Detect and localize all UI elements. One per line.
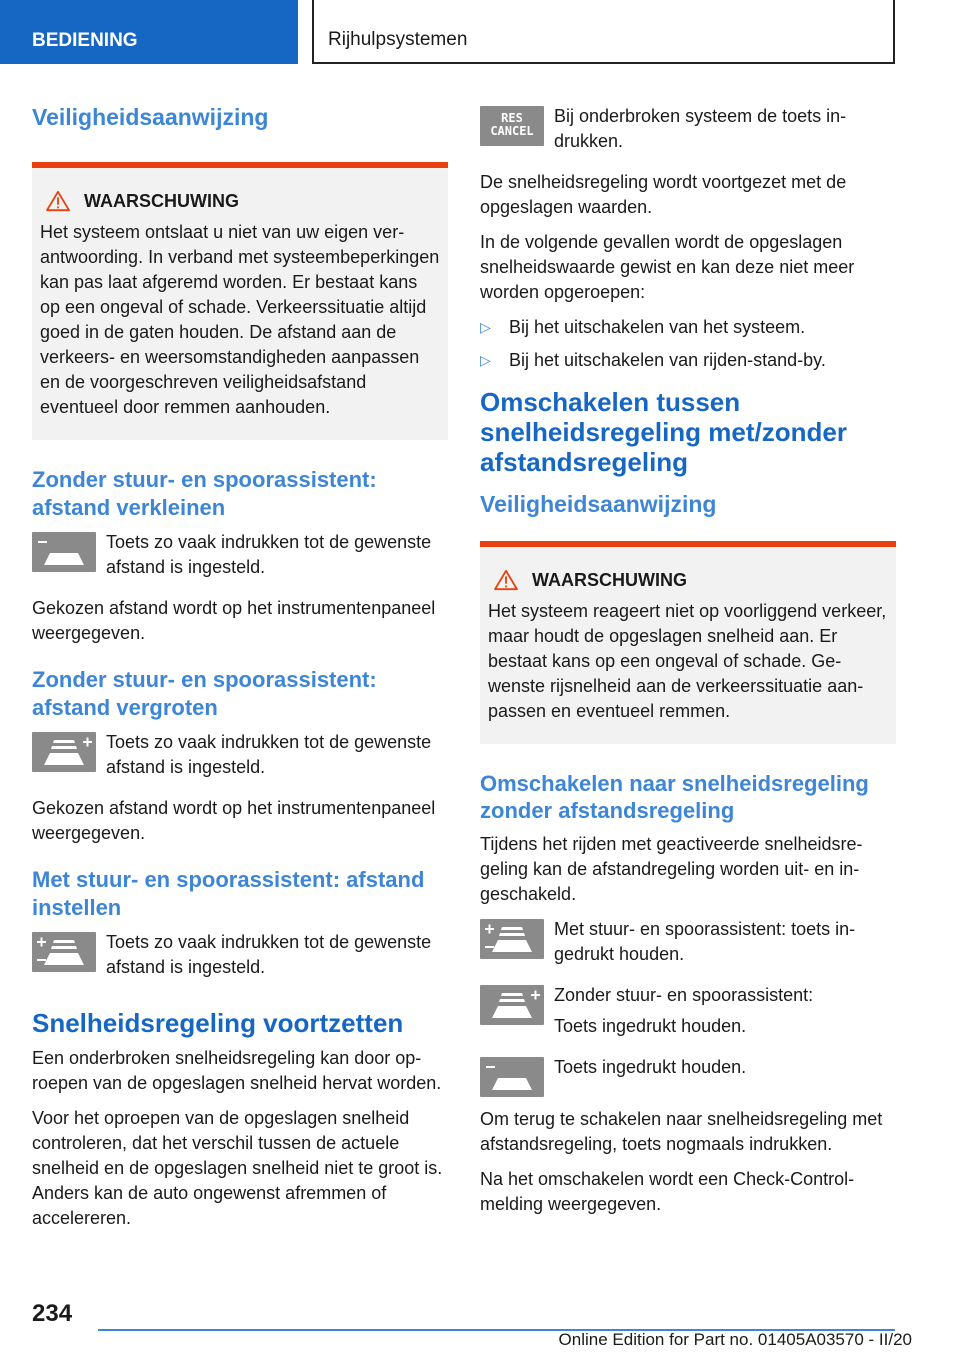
increase-instruction [32,730,448,786]
minus-instruction [480,1055,896,1097]
increase-text: Toets zo vaak indrukken tot de gewenste afstand is ingesteld. [106,732,432,777]
right-column [480,104,896,1227]
distance-plus-button-icon [480,985,544,1025]
resume-paragraph-2: Voor het oproepen van de opgeslagen snelheid controleren, dat het verschil tussen de actuele snelheid en de opgeslagen snelheid niet te groot is. Anders kan de auto ongewenst afremmen of accelereren. [32,1108,443,1228]
cases-paragraph: In de volgende gevallen wordt de opgeslagen snelheidswaarde gewist en kan deze niet meer worden opgeroepen: [480,232,855,302]
res-cancel-button-icon: RES CANCEL [480,106,544,146]
list-item: ▷ Bij het uitschakelen van het systeem. [480,315,896,340]
set-text: Toets zo vaak indrukken tot de gewenste afstand is ingesteld. [106,932,432,977]
header-chapter-title: Rijhulpsystemen [312,0,895,64]
back-paragraph: Om terug te schakelen naar snelheidsregeling met afstandsregeling, toets nogmaals indrukken. [480,1109,883,1154]
left-column [32,102,448,1241]
without-assist-instruction [480,983,896,1045]
without-assist-text-1: Zonder stuur- en spoorassistent: [554,985,814,1005]
warning-text-2: Het systeem reageert niet op voorliggend verkeer, maar houdt de opgeslagen snelheid aan. Er bestaat kans op een ongeval of schade. Gewenste rijsnelheid aan de verkeerssituatie aanpassen en eventueel remmen. [488,601,887,721]
cases-list [480,315,896,373]
warning-triangle-icon [44,190,72,212]
warning-box [32,162,448,440]
warning-triangle-icon [492,569,520,591]
distance-minus-button-icon [480,1057,544,1097]
warning-text: Het systeem ontslaat u niet van uw eigen verantwoording. In verband met systeembeperkingen kan pas laat afgeremd worden. Er bestaat kans op een ongeval of schade. Verkeerssituatie altijd goed in de gaten houden. De afstand aan de verkeers- en weersomstandigheden aanpassen en de voorgeschreven veiligheidsafstand eventueel door remmen aanhouden. [40,222,440,417]
with-assist-instruction [480,917,896,973]
res-text: Bij onderbroken systeem de toets indrukken. [554,106,847,151]
triangle-bullet-icon: ▷ [480,352,491,368]
distance-minus-button-icon [32,532,96,572]
warning-box-2 [480,541,896,744]
resume-paragraph-1: Een onderbroken snelheidsregeling kan door oproepen van de opgeslagen snelheid hervat worden. [32,1048,442,1093]
heading-switch: Omschakelen tussen snelheidsregeling met/zonder afstandsregeling [480,387,847,477]
distance-plusminus-button-icon [480,919,544,959]
after-paragraph: Na het omschakelen wordt een Check-Control-melding weergegeven. [480,1169,855,1214]
minus-text: Toets ingedrukt houden. [554,1057,747,1077]
footer-edition: Online Edition for Part no. 01405A03570 - II/20 [558,1330,912,1349]
with-assist-text: Met stuur- en spoorassistent: toets ingedrukt houden. [554,919,856,964]
decrease-text: Toets zo vaak indrukken tot de gewenste afstand is ingesteld. [106,532,432,577]
decrease-note: Gekozen afstand wordt op het instrumentenpaneel weergegeven. [32,598,436,643]
heading-increase-distance: Zonder stuur- en spoorassistent: afstand vergroten [32,667,377,720]
heading-resume: Snelheidsregeling voortzetten [32,1008,404,1038]
heading-safety: Veiligheidsaanwijzing [32,104,269,130]
heading-decrease-distance: Zonder stuur- en spoorassistent: afstand verkleinen [32,467,377,520]
res-cancel-instruction [480,104,896,160]
warning-title-2: WAARSCHUWING [532,569,687,590]
warning-title: WAARSCHUWING [84,190,239,211]
distance-plus-button-icon [32,732,96,772]
heading-safety-2: Veiligheidsaanwijzing [480,491,717,517]
heading-set-distance: Met stuur- en spoorassistent: afstand instellen [32,867,425,920]
distance-plusminus-button-icon [32,932,96,972]
header-section-tab: BEDIENING [0,0,298,64]
during-paragraph: Tijdens het rijden met geactiveerde snelheidsregeling kan de afstandregeling worden uit- en ingeschakeld. [480,834,863,904]
page-number: 234 [32,1300,73,1327]
triangle-bullet-icon: ▷ [480,319,491,335]
heading-to-without: Omschakelen naar snelheidsregeling zonder afstandsregeling [480,771,869,823]
continue-paragraph: De snelheidsregeling wordt voortgezet met de opgeslagen waarden. [480,172,847,217]
decrease-instruction [32,530,448,586]
without-assist-text-2: Toets ingedrukt houden. [554,1016,747,1036]
increase-note: Gekozen afstand wordt op het instrumentenpaneel weergegeven. [32,798,436,843]
set-instruction [32,930,448,986]
list-item: ▷ Bij het uitschakelen van rijden-stand-by. [480,348,896,373]
